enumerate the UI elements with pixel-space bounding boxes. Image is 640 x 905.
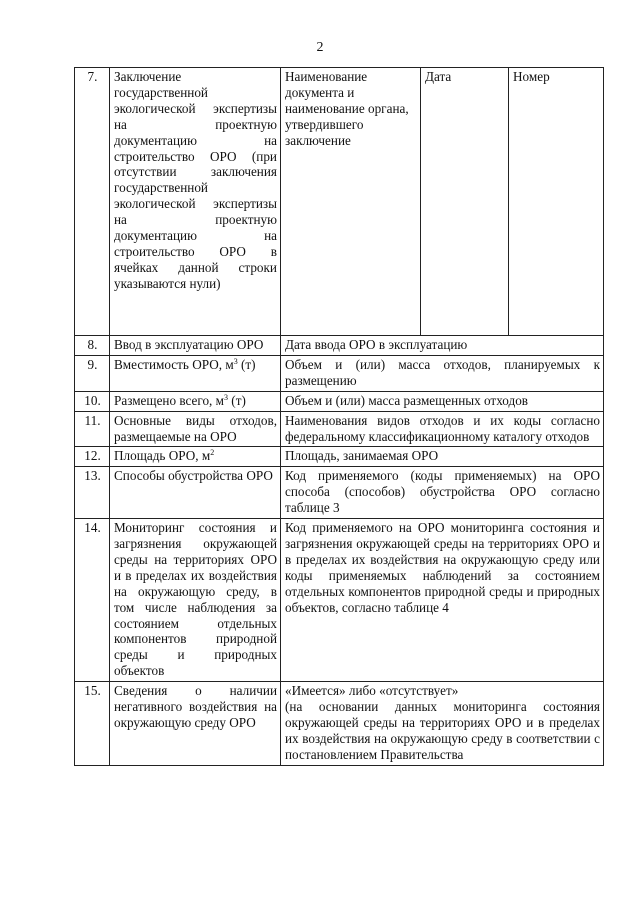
- table-row: [75, 336, 604, 356]
- page-number: 2: [316, 40, 324, 55]
- row-number: 15.: [75, 682, 110, 766]
- row-name: Основные виды отходов, размещаемые на ОРО: [110, 411, 281, 447]
- table-row: [75, 519, 604, 682]
- row-number: 11.: [75, 411, 110, 447]
- object-attributes-table: [74, 67, 604, 766]
- row-number: 14.: [75, 519, 110, 682]
- table-row: [75, 391, 604, 411]
- row-name: Мониторинг состояния и загрязнения окружающей среды на территориях ОРО и в пределах их воздействия на окружающую среду, в том числе наблюдения за состоянием отдельных компонентов природной среды и природных объектов: [110, 519, 281, 682]
- row-name: Размещено всего, $м^3$ (т): [110, 391, 281, 411]
- row-number: 10.: [75, 391, 110, 411]
- row-description: Код применяемого на ОРО мониторинга состояния и загрязнения окружающей среды на территориях ОРО и в пределах их воздействия на окружающую среду или коды применяемых наблюдений за состоянием отдельных компонентов природной среды и природных объектов, согласно таблице 4: [281, 519, 604, 682]
- table-row: [75, 447, 604, 467]
- date-column-header: Дата: [421, 68, 509, 336]
- row-description: Наименование документа и наименование органа, утвердившего заключение: [281, 68, 421, 336]
- row-name: Ввод в эксплуатацию ОРО: [110, 336, 281, 356]
- row-number: 12.: [75, 447, 110, 467]
- table-row: [75, 355, 604, 391]
- row-number: 7.: [75, 68, 110, 336]
- row-name: Способы обустройства ОРО: [110, 467, 281, 519]
- description-basis-text: (на основании данных мониторинга состояния окружающей среды на территориях ОРО и в пределах их воздействия на окружающую среду в соответствии с постановлением Правительства: [285, 699, 600, 762]
- table-row: [75, 682, 604, 766]
- row-number: 8.: [75, 336, 110, 356]
- row-number: 13.: [75, 467, 110, 519]
- description-status-line: «Имеется» либо «отсутствует»: [285, 683, 459, 699]
- row-description: Объем и (или) масса отходов, планируемых к размещению: [281, 355, 604, 391]
- table-row: [75, 467, 604, 519]
- row-name: Сведения о наличии негативного воздействия на окружающую среду ОРО: [110, 682, 281, 766]
- row-description: Объем и (или) масса размещенных отходов: [281, 391, 604, 411]
- row-name: Площадь ОРО, $м^2$: [110, 447, 281, 467]
- row-number: 9.: [75, 355, 110, 391]
- table-row: [75, 68, 604, 336]
- row-description: Дата ввода ОРО в эксплуатацию: [281, 336, 604, 356]
- row-description: Наименования видов отходов и их коды согласно федеральному классификационному каталогу отходов: [281, 411, 604, 447]
- row-name: Вместимость ОРО, $м^3$ (т): [110, 355, 281, 391]
- row-description: Код применяемого (коды применяемых) на ОРО способа (способов) обустройства ОРО согласно таблице 3: [281, 467, 604, 519]
- row-description: [281, 682, 604, 766]
- table-row: [75, 411, 604, 447]
- row-name: Заключение государственной экологической экспертизы на проектную документацию на строительство ОРО (при отсутствии заключения государственной экологической экспертизы на проектную документацию на строительство ОРО в ячейках данной строки указываются нули): [110, 68, 281, 336]
- number-column-header: Номер: [509, 68, 604, 336]
- row-description: Площадь, занимаемая ОРО: [281, 447, 604, 467]
